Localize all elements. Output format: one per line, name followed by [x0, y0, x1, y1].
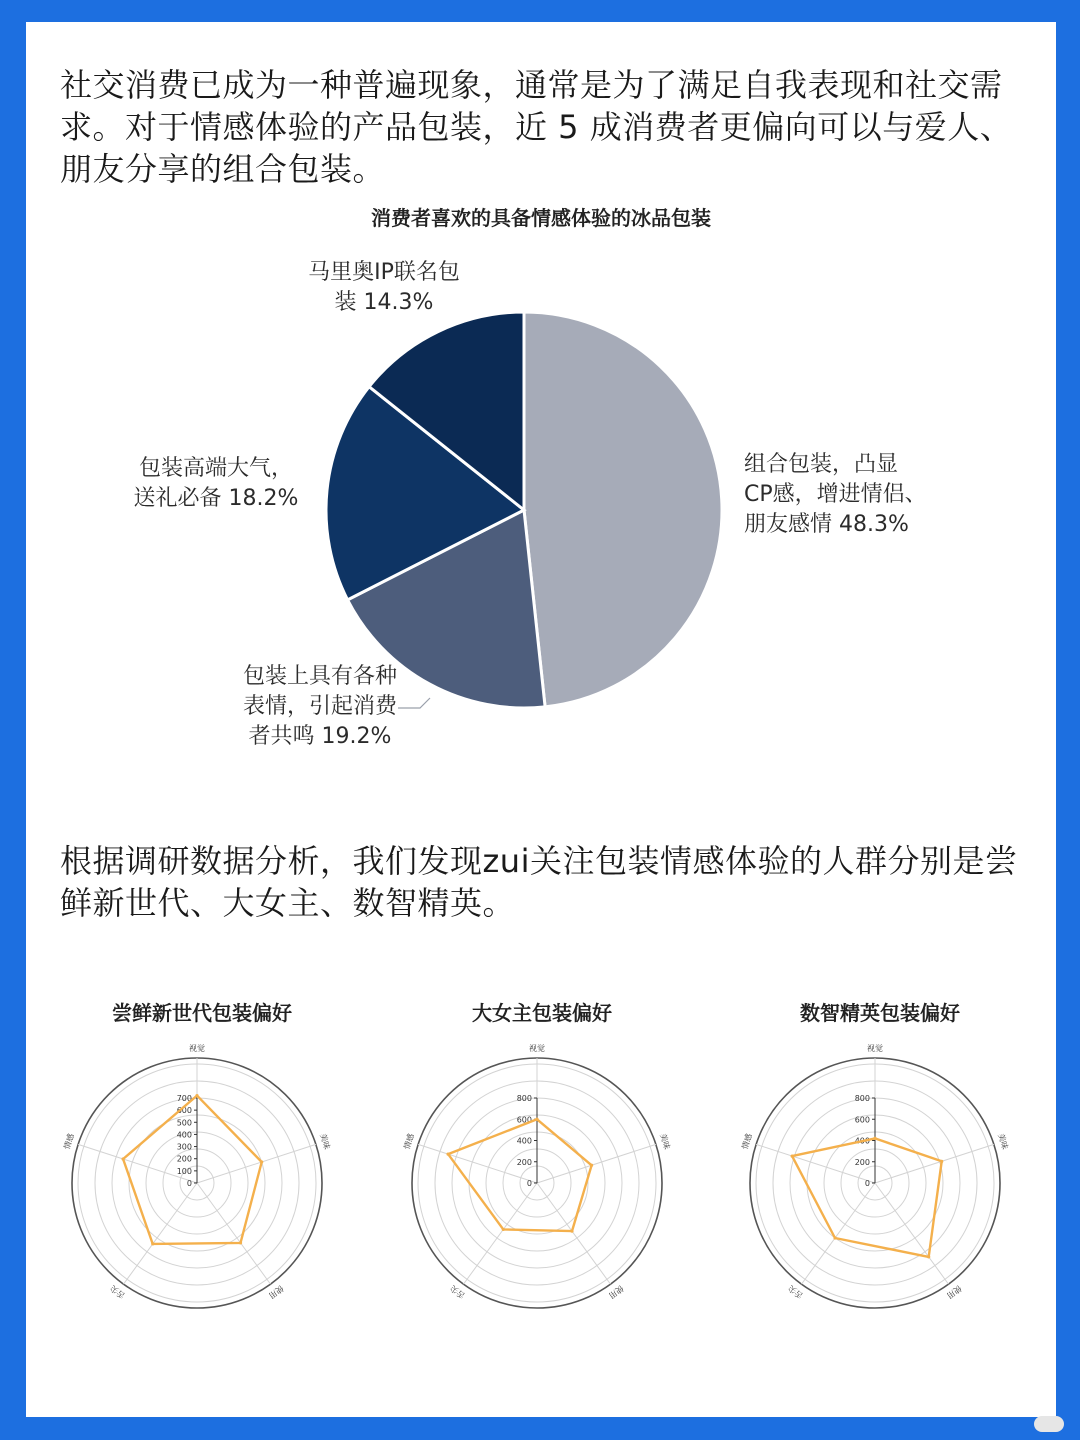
- radar-spoke: [537, 1183, 610, 1284]
- radar-data-point: [873, 1137, 876, 1140]
- radar-axis-label: 舌尖: [786, 1283, 805, 1301]
- radar-tick-label: 200: [176, 1154, 192, 1164]
- radar-axis-label: 舌尖: [448, 1283, 467, 1301]
- radar-tick-label: 600: [854, 1115, 870, 1125]
- radar-data-point: [590, 1164, 593, 1167]
- intro-paragraph-1: 社交消费已成为一种普遍现象，通常是为了满足自我表现和社交需求。对于情感体验的产品包装，近 5 成消费者更偏向可以与爱人、朋友分享的组合包装。: [60, 66, 1013, 188]
- pie-label-premium-pack: 包装高端大气， 送礼必备 18.2%: [133, 456, 299, 511]
- radar-axis-label: 使用: [945, 1283, 964, 1301]
- pie-chart-title: 消费者喜欢的具备情感体验的冰品包装: [371, 206, 711, 230]
- radar-tick-label: 0: [526, 1179, 532, 1188]
- radar-tick-label: 300: [176, 1142, 192, 1152]
- radar-data-point: [260, 1160, 263, 1163]
- radar-tick-label: 0: [864, 1179, 870, 1188]
- radar-tick-label: 400: [176, 1130, 192, 1140]
- radar-data-point: [927, 1255, 930, 1258]
- watermark-badge: [1034, 1416, 1064, 1432]
- radar-axis-label: 视觉: [189, 1044, 205, 1053]
- radar-tick-label: 600: [176, 1106, 192, 1116]
- radar-axis-label: 美味: [658, 1132, 672, 1151]
- radar-data-point: [502, 1228, 505, 1231]
- radar-axis-label: 视觉: [867, 1044, 883, 1053]
- radar-tick-label: 500: [176, 1118, 192, 1128]
- radar-tick-label: 400: [516, 1136, 532, 1146]
- pie-label-combo-pack: 组合包装，凸显 CP感，增进情侣、 朋友感情 48.3%: [744, 452, 927, 537]
- radar-data-point: [833, 1236, 836, 1239]
- radar-axis-label: 情感: [402, 1132, 416, 1151]
- pie-slice-0: [524, 312, 722, 707]
- radar-axis-label: 使用: [607, 1283, 626, 1301]
- radar-tick-label: 200: [854, 1157, 870, 1167]
- radar-series-line: [123, 1096, 262, 1244]
- radar-data-point: [791, 1154, 794, 1157]
- radar-tick-label: 700: [176, 1094, 192, 1103]
- pie-label-mario-pack: 马里奥IP联名包 装 14.3%: [308, 260, 460, 315]
- radar-data-point: [535, 1118, 538, 1121]
- radar-tick-label: 400: [854, 1136, 870, 1146]
- radar-tick-label: 800: [516, 1094, 532, 1103]
- radar-axis-label: 情感: [740, 1132, 754, 1151]
- radar-axis-label: 舌尖: [108, 1283, 127, 1301]
- pie-label-emoji-pack: 包装上具有各种 表情，引起消费 者共鸣 19.2%: [242, 664, 397, 749]
- radar-tick-label: 0: [186, 1179, 192, 1188]
- radar-spoke: [197, 1183, 270, 1284]
- radar-spoke: [464, 1183, 537, 1284]
- radar-chart-trend-seekers: [62, 1040, 332, 1330]
- radar-tick-label: 200: [516, 1157, 532, 1167]
- intro-paragraph-2: 根据调研数据分析，我们发现zui关注包装情感体验的人群分别是尝鲜新世代、大女主、数智精英。: [60, 842, 1018, 922]
- radar-title-digital-elite: 数智精英包装偏好: [800, 1001, 960, 1025]
- radar-chart-independent-women: [402, 1040, 672, 1330]
- radar-axis-label: 情感: [62, 1132, 76, 1151]
- radar-title-trend-seekers: 尝鲜新世代包装偏好: [112, 1001, 292, 1025]
- content-card: [26, 22, 1056, 1417]
- radar-axis-label: 美味: [996, 1132, 1010, 1151]
- radar-data-point: [940, 1160, 943, 1163]
- radar-spoke: [124, 1183, 197, 1284]
- radar-data-point: [121, 1157, 124, 1160]
- radar-tick-label: 600: [516, 1115, 532, 1125]
- pie-chart: [26, 22, 1056, 802]
- radar-data-point: [239, 1241, 242, 1244]
- radar-axis-label: 视觉: [529, 1044, 545, 1053]
- radar-data-point: [570, 1230, 573, 1233]
- radar-data-point: [195, 1094, 198, 1097]
- radar-tick-label: 800: [854, 1094, 870, 1103]
- radar-tick-label: 100: [176, 1166, 192, 1176]
- radar-data-point: [151, 1242, 154, 1245]
- radar-axis-label: 使用: [267, 1283, 286, 1301]
- radar-title-independent-women: 大女主包装偏好: [472, 1001, 612, 1025]
- radar-chart-digital-elite: [740, 1040, 1010, 1330]
- radar-axis-label: 美味: [318, 1132, 332, 1151]
- radar-data-point: [446, 1153, 449, 1156]
- radar-spoke: [802, 1183, 875, 1284]
